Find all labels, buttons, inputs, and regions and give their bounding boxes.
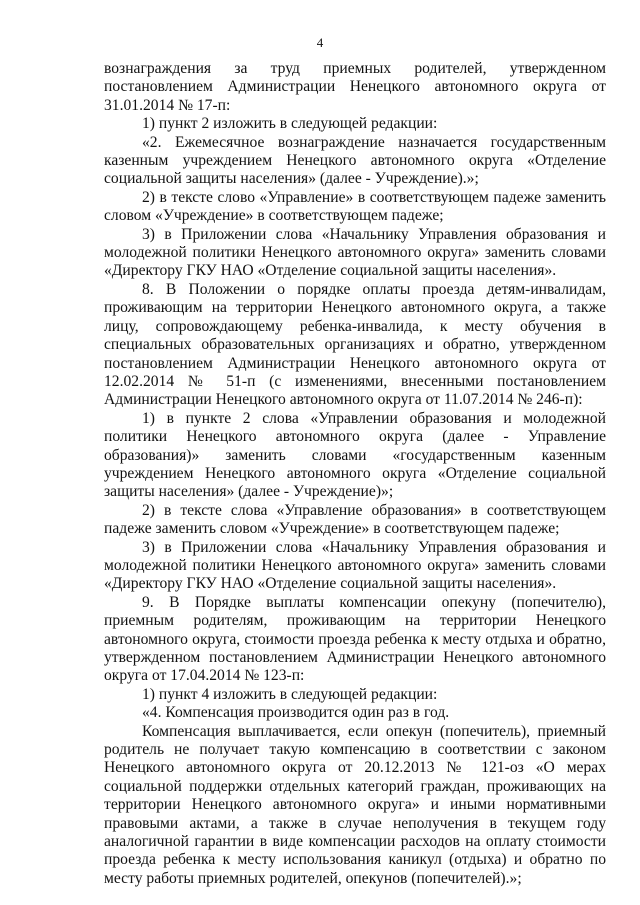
paragraph: «4. Компенсация производится один раз в год. (142, 704, 450, 722)
paragraph: «2. Ежемесячное вознаграждение назначается государственным казенным учреждением Ненецкого автономного округа «Отделение социальной защиты населения» (далее - Учреждение).»; (104, 133, 606, 188)
document-body (104, 60, 606, 888)
paragraph: вознаграждения за труд приемных родителей, утвержденном постановлением Администрации Ненецкого автономного округа от 31.01.2014 № 17-п: (104, 60, 606, 114)
page-number: 4 (316, 35, 324, 50)
paragraph: 3) в Приложении слова «Начальнику Управления образования и молодежной политики Ненецкого автономного округа» заменить словами «Директору ГКУ НАО «Отделение социальной защиты населения». (104, 538, 606, 593)
paragraph: 9. В Порядке выплаты компенсации опекуну (попечителю), приемным родителям, проживающим на территории Ненецкого автономного округа, стоимости проезда ребенка к месту отдыха и обратно, утвержденном постановлением Администрации Ненецкого автономного округа от 17.04.2014 № 123-п: (104, 593, 606, 685)
paragraph: Компенсация выплачивается, если опекун (попечитель), приемный родитель не получает такую компенсацию в соответствии с законом Ненецкого автономного округа от 20.12.2013 № 121-оз «О мерах социальной поддержки отдельных категорий граждан, проживающих на территории Ненецкого автономного округа» и иными нормативными правовыми актами, а также в случае неполучения в текущем году аналогичной гарантии в виде компенсации расходов на оплату стоимости проезда ребенка к месту использования каникул (отдыха) и обратно по месту работы приемных родителей, опекунов (попечителей).»; (104, 722, 606, 887)
paragraph: 3) в Приложении слова «Начальнику Управления образования и молодежной политики Ненецкого автономного округа» заменить словами «Директору ГКУ НАО «Отделение социальной защиты населения». (104, 225, 606, 280)
paragraph: 1) пункт 4 изложить в следующей редакции: (142, 685, 438, 703)
paragraph: 2) в тексте слово «Управление» в соответствующем падеже заменить словом «Учреждение» в соответствующем падеже; (104, 188, 606, 225)
paragraph: 2) в тексте слова «Управление образования» в соответствующем падеже заменить словом «Учреждение» в соответствующем падеже; (104, 501, 606, 538)
paragraph: 1) пункт 2 изложить в следующей редакции: (142, 115, 438, 133)
paragraph: 1) в пункте 2 слова «Управлении образования и молодежной политики Ненецкого автономного округа (далее - Управление образования)» заменить словами «государственным казенным учреждением Ненецкого автономного округа «Отделение социальной защиты населения» (далее - Учреждение)»; (104, 409, 606, 501)
paragraph: 8. В Положении о порядке оплаты проезда детям-инвалидам, проживающим на территории Ненецкого автономного округа, а также лицу, сопровождающему ребенка-инвалида, к месту обучения в специальных образовательных организациях и обратно, утвержденном постановлением Администрации Ненецкого автономного округа от 12.02.2014 № 51-п (с изменениями, внесенными постановлением Администрации Ненецкого автономного округа от 11.07.2014 № 246-п): (104, 280, 606, 409)
